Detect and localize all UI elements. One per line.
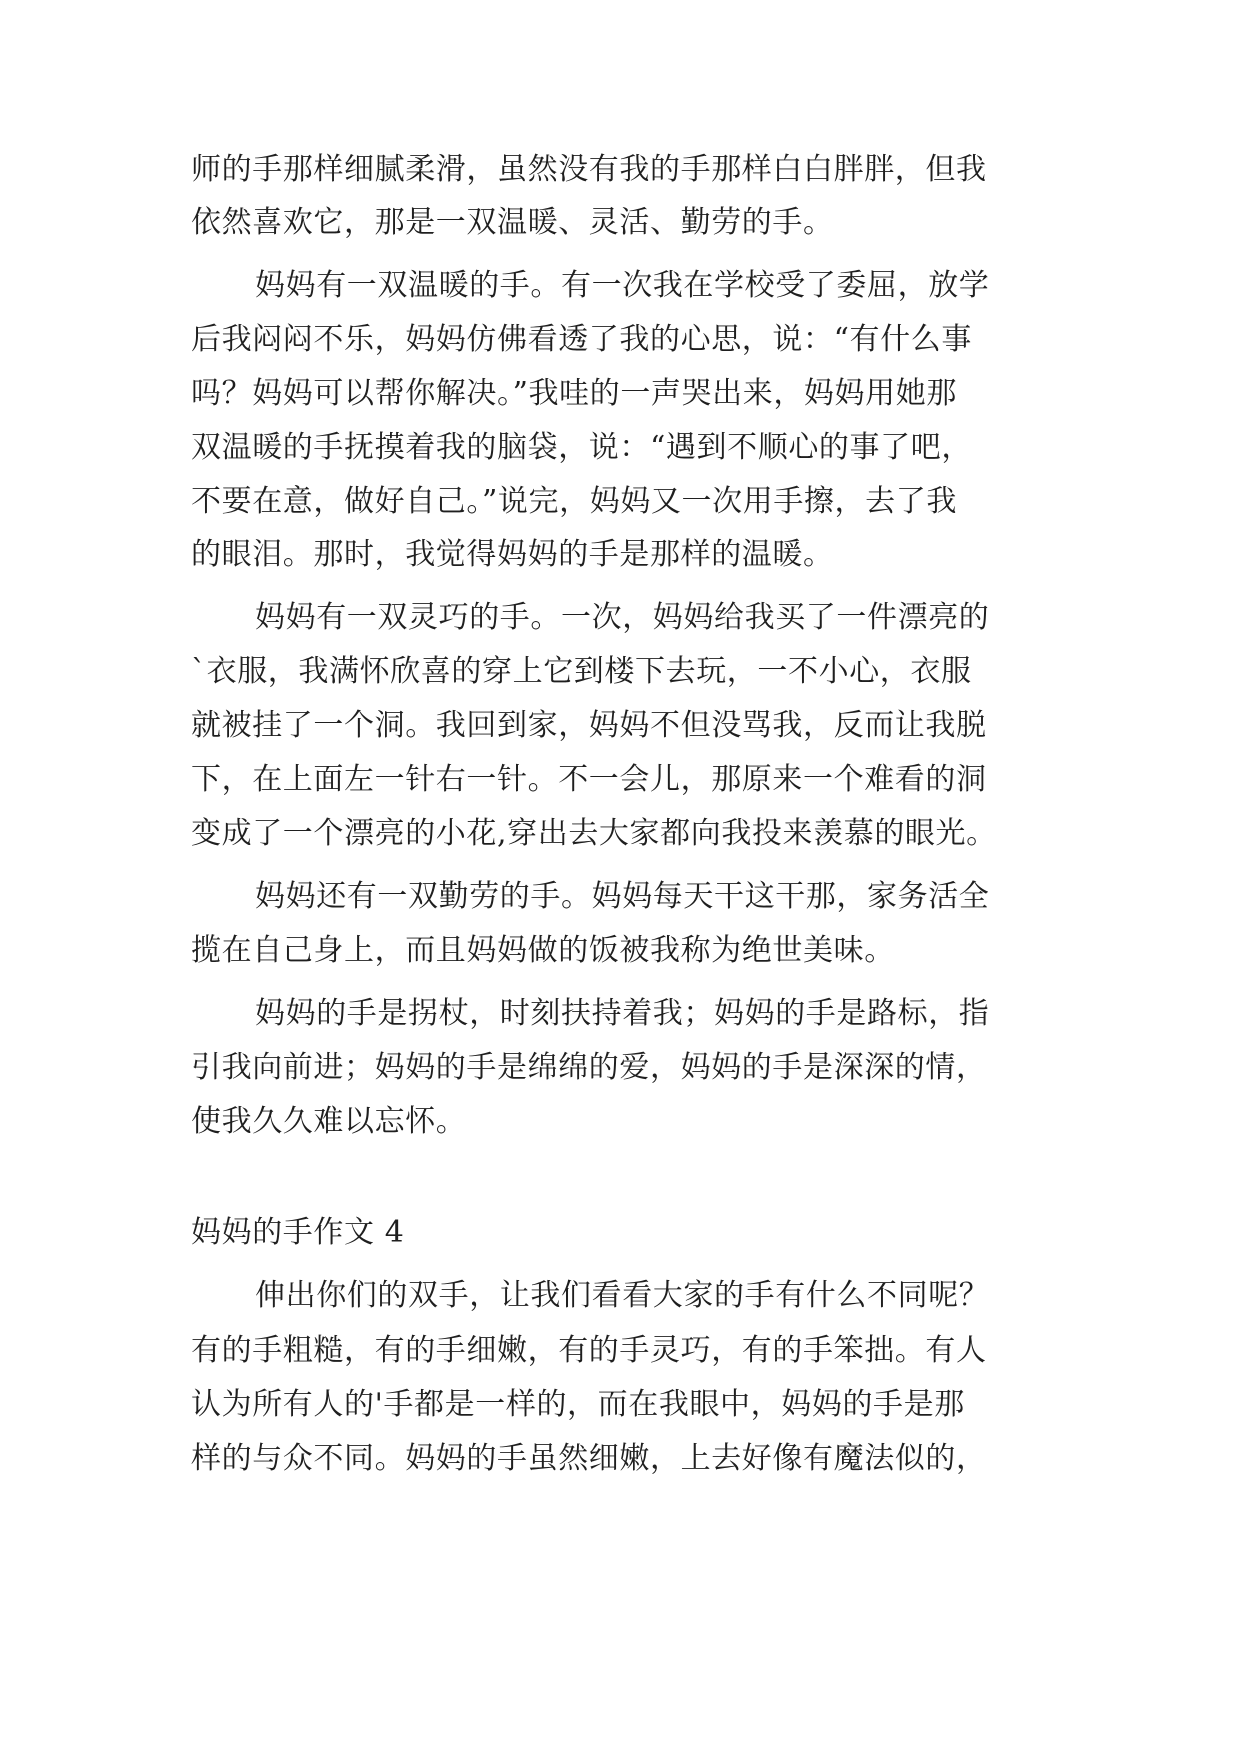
text-line: 变成了一个漂亮的小花,穿出去大家都向我投来羡慕的眼光。 <box>191 816 997 851</box>
text-line: 有的手粗糙，有的手细嫩，有的手灵巧，有的手笨拙。有人 <box>191 1333 987 1368</box>
text-line: 吗？妈妈可以帮你解决。”我哇的一声哭出来，妈妈用她那 <box>191 376 957 411</box>
paragraph-first-line: 妈妈还有一双勤劳的手。妈妈每天干这干那，家务活全 <box>255 879 990 914</box>
paragraph-first-line: 妈妈有一双温暖的手。有一次我在学校受了委屈，放学 <box>255 268 990 303</box>
paragraph-first-line: 妈妈有一双灵巧的手。一次，妈妈给我买了一件漂亮的 <box>255 600 990 635</box>
text-line: 下，在上面左一针右一针。不一会儿，那原来一个难看的洞 <box>191 762 987 797</box>
text-line: 认为所有人的'手都是一样的，而在我眼中，妈妈的手是那 <box>191 1387 965 1422</box>
text-line: 的眼泪。那时，我觉得妈妈的手是那样的温暖。 <box>191 537 834 572</box>
paragraph-first-line: 伸出你们的双手，让我们看看大家的手有什么不同呢？ <box>255 1278 990 1313</box>
text-line: 双温暖的手抚摸着我的脑袋，说：“遇到不顺心的事了吧， <box>191 430 972 465</box>
text-line: 后我闷闷不乐，妈妈仿佛看透了我的心思，说：“有什么事 <box>191 322 972 357</box>
text-line: 引我向前进；妈妈的手是绵绵的爱，妈妈的手是深深的情， <box>191 1050 987 1085</box>
text-line: 就被挂了一个洞。我回到家，妈妈不但没骂我，反而让我脱 <box>191 708 987 743</box>
text-line: 样的与众不同。妈妈的手虽然细嫩，上去好像有魔法似的， <box>191 1441 987 1476</box>
text-line: 不要在意，做好自己。”说完，妈妈又一次用手擦，去了我 <box>191 484 957 519</box>
text-line: 使我久久难以忘怀。 <box>191 1104 467 1139</box>
text-line: `衣服，我满怀欣喜的穿上它到楼下去玩，一不小心，衣服 <box>191 654 972 689</box>
text-line: 揽在自己身上，而且妈妈做的饭被我称为绝世美味。 <box>191 933 895 968</box>
section-heading: 妈妈的手作文 4 <box>191 1215 405 1250</box>
text-line: 师的手那样细腻柔滑，虽然没有我的手那样白白胖胖，但我 <box>191 152 987 187</box>
text-line: 依然喜欢它，那是一双温暖、灵活、勤劳的手。 <box>191 205 834 240</box>
paragraph-first-line: 妈妈的手是拐杖，时刻扶持着我；妈妈的手是路标，指 <box>255 996 990 1031</box>
